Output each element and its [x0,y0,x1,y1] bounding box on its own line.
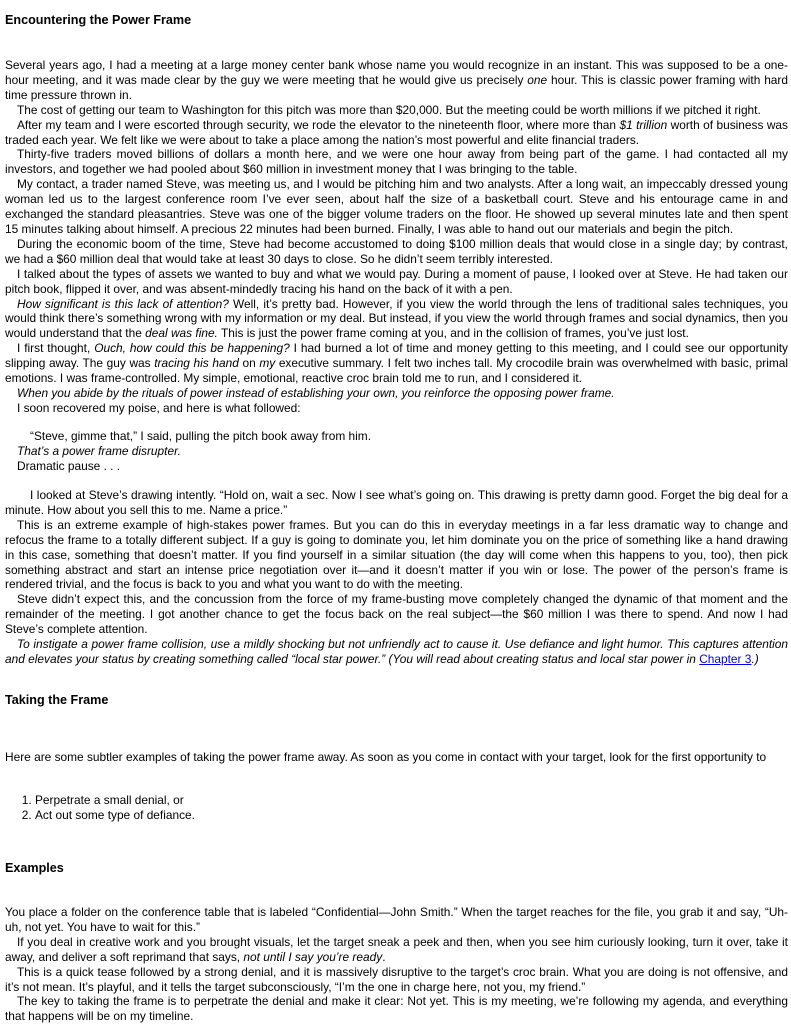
paragraph: I soon recovered my poise, and here is what followed: [17,400,301,415]
paragraph: This is a quick tease followed by a strong denial, and it is massively disruptive to the target’s croc brain. What you are doing is not offensive, and it’s not mean. It’s playful, and it tells the target subconsciously, “I’m the one in charge here, not you, my friend.” [5,964,788,994]
dialogue-line: “Steve, gimme that,” I said, pulling the pitch book away from him. [30,429,372,443]
paragraph: This is an extreme example of high-stakes power frames. But you can do this in everyday meetings in a far less dramatic way to change and refocus the frame to a totally different subject. If a guy is going to dominate you, let him dominate you on the price of something like a hand drawing in this case, something that doesn’t matter. If you find yourself in a similar situation (the day will come when this happens to you, too), then pick something abstract and start an intense price negotiation over it—and it doesn’t matter if you win or lose. The power of the person’s frame is rendered trivial, and the focus is back to you and what you want to do with the meeting. [5,517,788,592]
paragraph: I first thought, Ouch, how could this be happening? I had burned a lot of time and money getting to this meeting, and I could see our opportunity slipping away. The guy was tracing his hand on my executive summary. I felt two inches tall. My crocodile brain was overwhelmed with basic, primal emotions. I was frame-controlled. My simple, emotional, reactive croc brain told me to run, and I considered it. [5,341,788,386]
dialogue-block [5,429,788,474]
section-heading-taking-frame: Taking the Frame [5,693,109,707]
paragraph: The key to taking the frame is to perpetrate the denial and make it clear: Not yet. This is my meeting, we’re following my agenda, and everything that happens will be on my timeline. [5,994,788,1024]
section-body-power-frame [5,58,788,416]
section-heading-examples: Examples [5,861,64,875]
paragraph: You place a folder on the conference table that is labeled “Confidential—John Smith.” When the target reaches for the file, you grab it and say, “Uh-uh, not yet. You have to wait for this.” [5,905,788,934]
paragraph: After my team and I were escorted through security, we rode the elevator to the nineteenth floor, where more than $1 trillion worth of business was traded each year. We felt like we were about to take a place among the nation’s most powerful and elite financial traders. [5,117,788,147]
dialogue-line: That’s a power frame disrupter. [17,443,181,458]
chapter-3-link[interactable]: Chapter 3 [699,651,752,666]
paragraph: Thirty-five traders moved billions of dollars a month here, and we were one hour away from being part of the game. I had contacted all my investors, and together we had pooled about $60 million in investment money that I was bringing to the table. [5,147,788,177]
list-item: 1. Perpetrate a small denial, or [35,793,788,808]
section-body-examples [5,905,788,1024]
numbered-list [5,793,788,823]
section-body-power-frame-continued [5,488,788,667]
paragraph: When you abide by the rituals of power instead of establishing your own, you reinforce the opposing power frame. [17,385,615,400]
list-item: 2. Act out some type of defiance. [35,808,788,823]
paragraph: How significant is this lack of attention? Well, it’s pretty bad. However, if you view the world through the lens of traditional sales techniques, you would think there’s something wrong with my information or my deal. But instead, if you view the world through frames and social dynamics, then you would understand that the deal was fine. This is just the power frame coming at you, and in the collision of frames, you’ve just lost. [5,296,788,341]
paragraph: Several years ago, I had a meeting at a large money center bank whose name you would recognize in an instant. This was supposed to be a one-hour meeting, and it was made clear by the guy we were meeting that he would give us precisely one hour. This is classic power framing with hard time pressure thrown in. [5,58,788,102]
dialogue-line: Dramatic pause . . . [17,458,121,473]
section-heading-power-frame: Encountering the Power Frame [5,13,192,27]
paragraph: I talked about the types of assets we wanted to buy and what we would pay. During a moment of pause, I looked over at Steve. He had taken our pitch book, flipped it over, and was absent-mindedly tracing his hand on the back of it with a pen. [5,266,788,296]
paragraph: If you deal in creative work and you brought visuals, let the target sneak a peek and then, when you see him curiously looking, turn it over, take it away, and deliver a soft reprimand that says, not until I say you’re ready. [5,934,788,964]
paragraph: My contact, a trader named Steve, was meeting us, and I would be pitching him and two analysts. After a long wait, an impeccably dressed young woman led us to the largest conference room I’ve ever seen, about half the size of a basketball court. Steve and his entourage came in and exchanged the standard pleasantries. Steve was one of the bigger volume traders on the floor. He showed up several minutes late and then spent 15 minutes talking about himself. A precious 22 minutes had been burned. Finally, I was able to hand out our materials and begin the pitch. [5,177,788,236]
paragraph: To instigate a power frame collision, use a mildly shocking but not unfriendly act to cause it. Use defiance and light humor. This captures attention and elevates your status by creating something called “local star power.” (You will read about creating status and local star power in Chapter 3.) [5,637,788,666]
section-body-taking-frame [5,750,788,765]
paragraph: The cost of getting our team to Washington for this pitch was more than $20,000. But the meeting could be worth millions if we pitched it right. [17,102,761,117]
paragraph: During the economic boom of the time, Steve had become accustomed to doing $100 million deals that would close in a single day; by contrast, we had a $60 million deal that would take at least 30 days to close. So he didn’t seem terribly interested. [5,236,788,266]
paragraph: I looked at Steve’s drawing intently. “Hold on, wait a sec. Now I see what’s going on. This drawing is pretty damn good. Forget the big deal for a minute. How about you sell this to me. Name a price.” [5,488,788,517]
paragraph: Steve didn’t expect this, and the concussion from the force of my frame-busting move completely changed the dynamic of that moment and the remainder of the meeting. I got another chance to get the focus back on the real subject—the $60 million I was there to spend. And now I had Steve’s complete attention. [5,592,788,637]
paragraph: Here are some subtler examples of taking the power frame away. As soon as you come in contact with your target, look for the first opportunity to [5,750,767,764]
